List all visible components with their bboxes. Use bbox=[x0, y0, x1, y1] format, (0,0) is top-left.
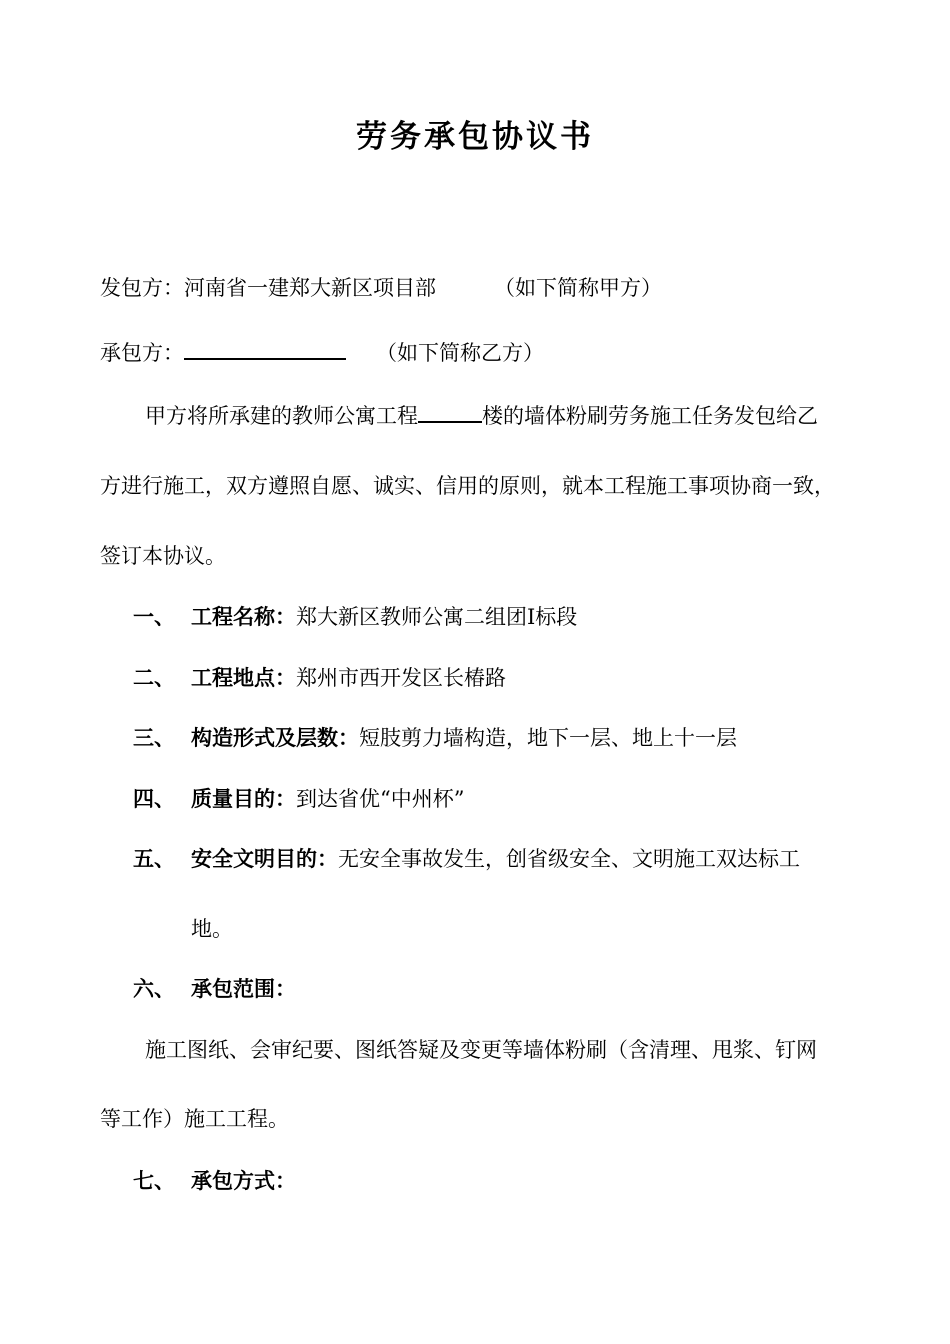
intro-line-1-start: 甲方将所承建的教师公寓工程 bbox=[145, 404, 418, 428]
scope-line-1: 施工图纸、会审纪要、图纸答疑及变更等墙体粉刷（含清理、甩浆、钉网 bbox=[145, 1038, 817, 1062]
contractor-note: （如下简称乙方） bbox=[376, 341, 544, 365]
employer-note: （如下简称甲方） bbox=[494, 276, 662, 300]
clause-contract-method bbox=[191, 1164, 296, 1198]
intro-line-1 bbox=[145, 399, 818, 433]
clause-scope bbox=[191, 972, 296, 1006]
clause-number: 五、 bbox=[133, 847, 175, 871]
intro-line-1-end: 楼的墙体粉刷劳务施工任务发包给乙 bbox=[482, 404, 818, 428]
contractor-name-blank[interactable] bbox=[184, 336, 346, 360]
clause-safety-target-continued: 地。 bbox=[191, 917, 233, 941]
clause-label: 构造形式及层数： bbox=[191, 726, 359, 750]
clause-text: 到达省优“中州杯” bbox=[296, 787, 465, 811]
clause-label: 安全文明目的： bbox=[191, 847, 338, 871]
clause-label: 承包方式： bbox=[191, 1169, 296, 1193]
intro-line-2: 方进行施工，双方遵照自愿、诚实、信用的原则，就本工程施工事项协商一致， bbox=[100, 474, 835, 498]
clause-project-name bbox=[191, 600, 577, 634]
clause-text: 短肢剪力墙构造，地下一层、地上十一层 bbox=[359, 726, 737, 750]
clause-number: 一、 bbox=[133, 605, 175, 629]
contractor-label: 承包方： bbox=[100, 341, 184, 365]
clause-text: 郑州市西开发区长椿路 bbox=[296, 666, 506, 690]
clause-number: 三、 bbox=[133, 726, 175, 750]
employer-label: 发包方： bbox=[100, 276, 184, 300]
contractor-line bbox=[100, 336, 544, 370]
intro-line-3: 签订本协议。 bbox=[100, 544, 226, 568]
clause-label: 质量目的： bbox=[191, 787, 296, 811]
clause-label: 工程地点： bbox=[191, 666, 296, 690]
clause-project-location bbox=[191, 661, 506, 695]
document-title: 劳务承包协议书 bbox=[356, 119, 594, 155]
clause-number: 四、 bbox=[133, 787, 175, 811]
clause-label: 承包范围： bbox=[191, 977, 296, 1001]
employer-name: 河南省一建郑大新区项目部 bbox=[184, 276, 436, 300]
clause-number: 二、 bbox=[133, 666, 175, 690]
clause-safety-target bbox=[191, 842, 800, 876]
clause-text: 无安全事故发生，创省级安全、文明施工双达标工 bbox=[338, 847, 800, 871]
scope-line-2: 等工作）施工工程。 bbox=[100, 1107, 289, 1131]
clause-number: 七、 bbox=[133, 1169, 175, 1193]
clause-structure bbox=[191, 721, 737, 755]
clause-quality-target bbox=[191, 782, 464, 816]
employer-line bbox=[100, 271, 662, 305]
clause-number: 六、 bbox=[133, 977, 175, 1001]
clause-label: 工程名称： bbox=[191, 605, 296, 629]
clause-text: 郑大新区教师公寓二组团Ⅰ标段 bbox=[296, 605, 578, 629]
building-number-blank[interactable] bbox=[418, 399, 482, 423]
